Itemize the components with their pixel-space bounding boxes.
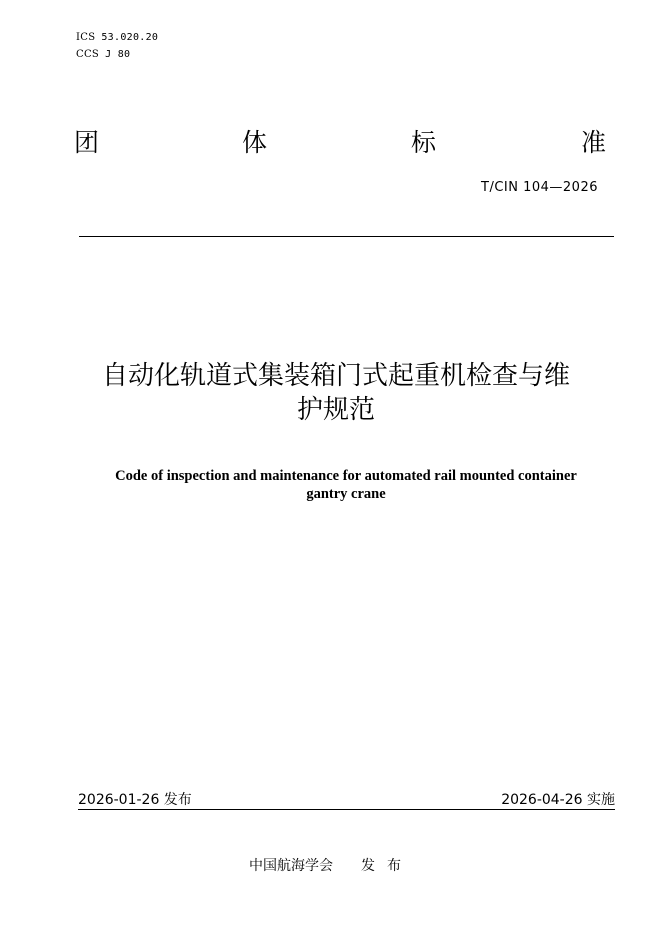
standard-type-char-2: 体: [242, 128, 268, 157]
top-divider: [79, 236, 614, 237]
english-title-line-1: Code of inspection and maintenance for automated rail mounted container: [115, 468, 577, 484]
english-title-line-2: gantry crane: [306, 486, 386, 502]
ics-classification: [76, 32, 158, 43]
publisher-verb: 发布: [361, 858, 413, 874]
chinese-title: [60, 359, 612, 427]
publisher: [0, 855, 662, 875]
standard-number: T/CIN 104—2026: [481, 180, 598, 195]
issue-date: 2026-01-26 发布: [78, 792, 192, 808]
standard-type-char-1: 团: [74, 128, 100, 157]
ccs-code: J 80: [105, 49, 131, 60]
standard-type-char-4: 准: [581, 128, 607, 157]
chinese-title-line-2: 护规范: [296, 395, 375, 425]
ccs-label: CCS: [76, 49, 100, 60]
standard-type-char-3: 标: [411, 128, 437, 157]
ccs-classification: [76, 49, 130, 60]
chinese-title-line-1: 自动化轨道式集装箱门式起重机检查与维: [101, 361, 570, 391]
ics-label: ICS: [76, 32, 96, 43]
english-title: [60, 467, 632, 503]
bottom-divider: [78, 809, 615, 810]
ics-code: 53.020.20: [101, 32, 159, 43]
implementation-date: 2026-04-26 实施: [501, 792, 615, 808]
publisher-name: 中国航海学会: [249, 858, 333, 874]
